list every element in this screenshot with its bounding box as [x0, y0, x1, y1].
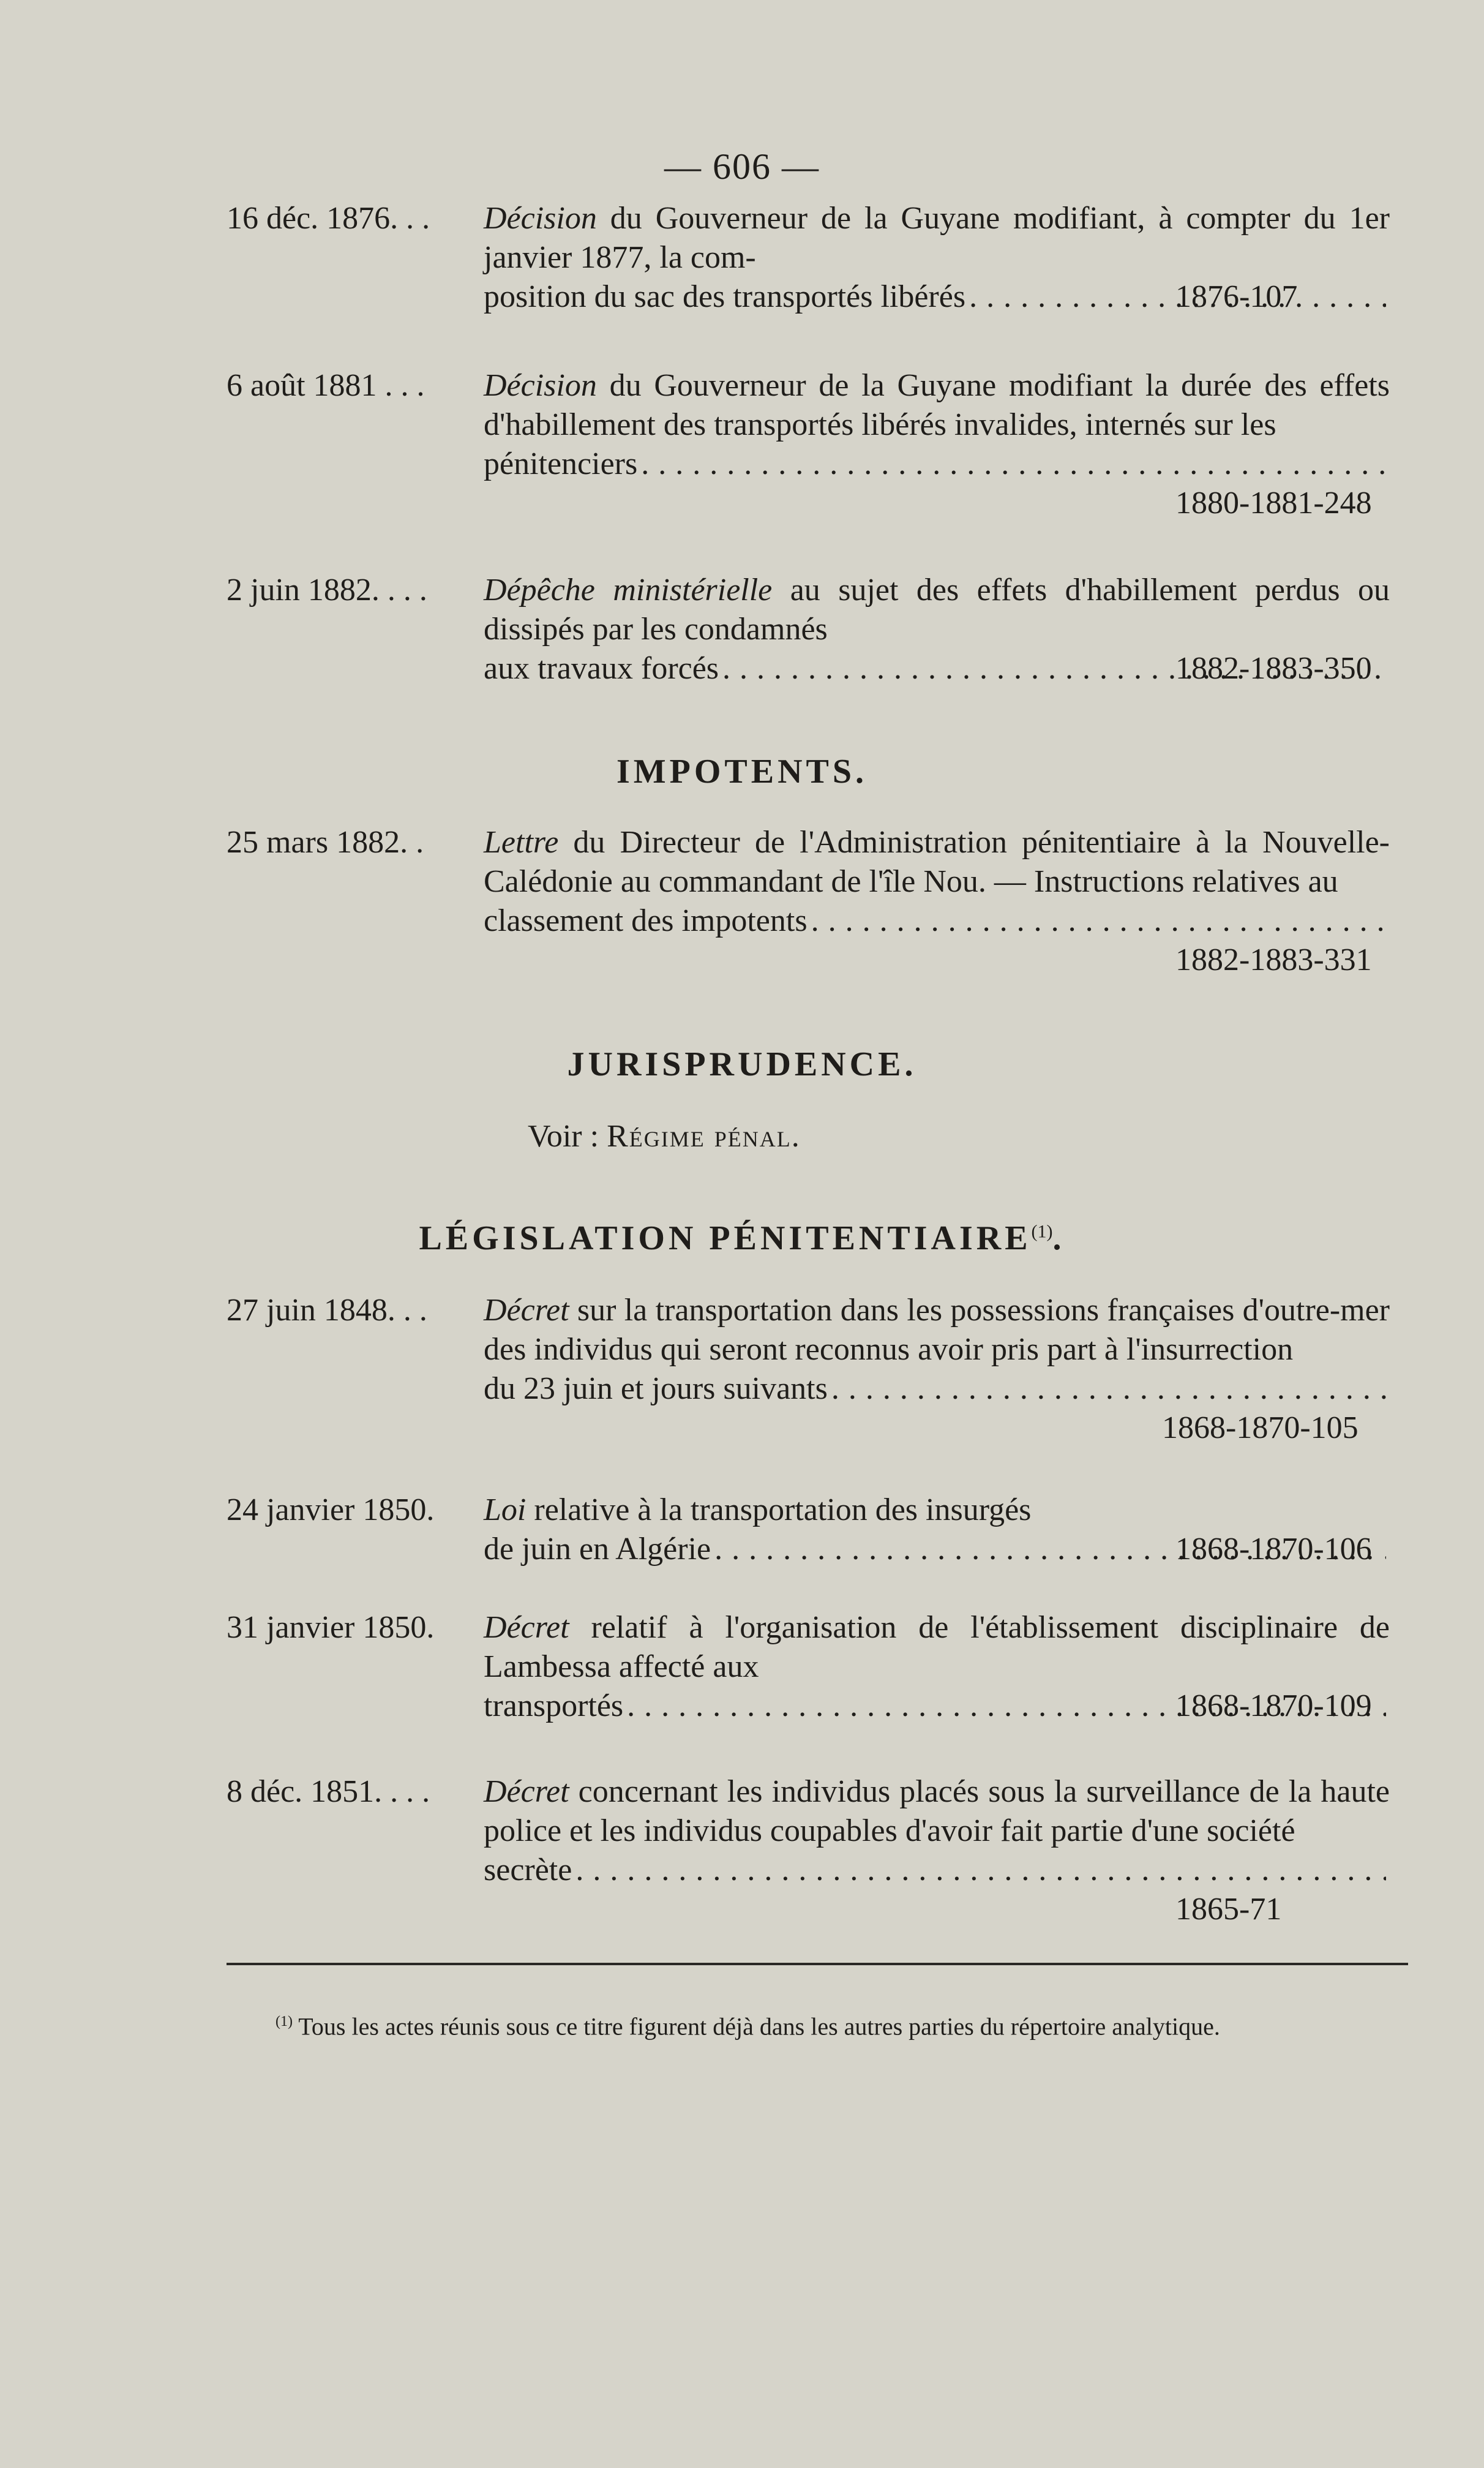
entry-type: Décret — [484, 1774, 569, 1809]
entry-reference: 1876-107 — [1175, 279, 1298, 314]
entry-date: 25 mars 1882. . — [227, 825, 424, 860]
entry-type: Décision — [484, 201, 597, 236]
entry-type: Lettre — [484, 825, 559, 860]
entry-text-end: transportés — [484, 1688, 624, 1723]
section-heading-text: LÉGISLATION PÉNITENTIAIRE — [419, 1219, 1032, 1257]
entry-reference: 1868-1870-109 — [1175, 1688, 1372, 1723]
entry-text-end: pénitenciers — [484, 446, 638, 481]
entry-text-end: aux travaux forcés — [484, 651, 719, 686]
entry-type: Loi — [484, 1492, 527, 1527]
entry-date: 31 janvier 1850. — [227, 1610, 435, 1645]
footnote-mark: (1) — [275, 2014, 293, 2030]
entry-text-end: du 23 juin et jours suivants — [484, 1371, 828, 1406]
entry-body — [484, 1291, 1390, 1409]
footnote-rule — [227, 1963, 1408, 1965]
entry-date: 6 août 1881 . . . — [227, 368, 425, 403]
entry-date: 24 janvier 1850. — [227, 1492, 435, 1527]
entry-text: du Gouverneur de la Guyane modifiant la durée des effets d'habillement des transportés libérés invalides, internés sur les — [484, 368, 1390, 442]
dot-leader — [641, 445, 1386, 484]
entry-last-line — [484, 1851, 1390, 1890]
entry-date: 8 déc. 1851. . . . — [227, 1774, 430, 1809]
entry-last-line — [484, 901, 1390, 941]
entry-last-line — [484, 1369, 1390, 1409]
section-heading-jurisprudence: JURISPRUDENCE. — [567, 1045, 917, 1083]
entry-text: sur la transportation dans les possessions françaises d'outre-mer des individus qui seront reconnus avoir pris part à l'insurrection — [484, 1293, 1390, 1367]
section-heading-impotents: IMPOTENTS. — [616, 753, 868, 791]
dot-leader — [575, 1851, 1386, 1890]
entry-reference: 1868-1870-106 — [1175, 1532, 1372, 1567]
page-number: — 606 — — [664, 146, 820, 187]
entry-body — [484, 366, 1390, 484]
entry-body — [484, 823, 1390, 941]
entry-reference: 1880-1881-248 — [1175, 486, 1372, 521]
entry-body — [484, 1772, 1390, 1890]
entry-text: relative à la transportation des insurgés — [526, 1492, 1032, 1527]
entry-type: Décision — [484, 368, 597, 403]
see-also-prefix: Voir : — [528, 1119, 607, 1154]
heading-period: . — [1052, 1219, 1065, 1257]
entry-date: 16 déc. 1876. . . — [227, 201, 430, 236]
entry-text: du Directeur de l'Administration pénitentiaire à la Nouvelle-Calédonie au commandant de l'île Nou. — Instructions relatives au — [484, 825, 1390, 899]
footnote — [227, 2003, 1402, 2045]
entry-text-end: secrète — [484, 1853, 572, 1887]
entry-date: 2 juin 1882. . . . — [227, 573, 427, 608]
entry-text: au sujet des effets d'habillement perdus ou dissipés par les condamnés — [484, 573, 1390, 647]
entry-reference: 1882-1883-331 — [1175, 942, 1372, 977]
entry-text-end: position du sac des transportés libérés — [484, 279, 966, 314]
dot-leader — [831, 1369, 1386, 1409]
entry-type: Décret — [484, 1293, 569, 1328]
see-also-reference — [528, 1118, 801, 1154]
entry-reference: 1868-1870-105 — [1162, 1410, 1358, 1445]
entry-last-line — [484, 445, 1390, 484]
see-also-target: Régime pénal. — [607, 1119, 801, 1154]
entry-type: Dépêche ministérielle — [484, 573, 773, 608]
footnote-text: Tous les actes réunis sous ce titre figurent déjà dans les autres parties du répertoire analytique. — [292, 2012, 1220, 2041]
entry-text: du Gouverneur de la Guyane modifiant, à compter du 1er janvier 1877, la com- — [484, 201, 1390, 275]
entry-text: concernant les individus placés sous la surveillance de la haute police et les individus coupables d'avoir fait partie d'une société — [484, 1774, 1390, 1848]
footnote-marker: (1) — [1031, 1221, 1053, 1242]
entry-text-end: de juin en Algérie — [484, 1532, 711, 1567]
dot-leader — [811, 901, 1386, 941]
entry-text: relatif à l'organisation de l'établissement disciplinaire de Lambessa affecté aux — [484, 1610, 1390, 1684]
section-heading-legislation — [0, 1219, 1484, 1258]
entry-text-end: classement des impotents — [484, 903, 808, 938]
entry-reference: 1865-71 — [1175, 1892, 1282, 1927]
entry-type: Décret — [484, 1610, 569, 1645]
entry-date: 27 juin 1848. . . — [227, 1293, 427, 1328]
entry-reference: 1882-1883-350 — [1175, 651, 1372, 686]
